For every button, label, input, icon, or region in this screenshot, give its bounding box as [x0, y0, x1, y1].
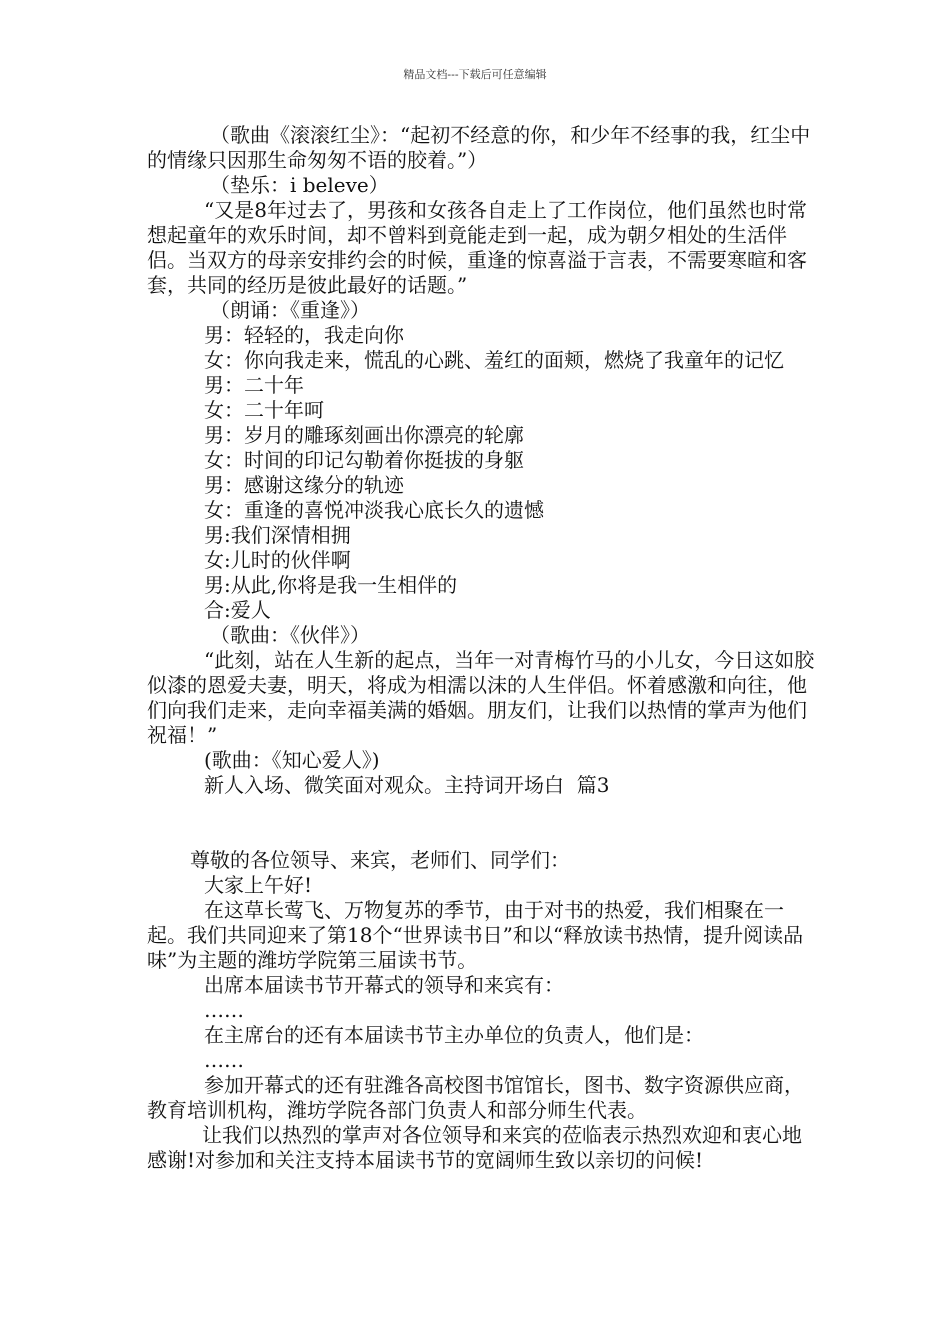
paragraph: 男:从此,你将是我一生相伴的: [204, 573, 458, 597]
paragraph: （朗诵：《重逢》）: [210, 298, 370, 322]
paragraph: 出席本届读书节开幕式的领导和来宾有：: [204, 973, 564, 997]
paragraph: 大家上午好!: [204, 873, 313, 897]
paragraph: 新人入场、微笑面对观众。主持词开场白 篇3: [204, 773, 610, 797]
paragraph: 男：感谢这缘分的轨迹: [204, 473, 404, 497]
paragraph: （歌曲《滚滚红尘》：“起初不经意的你，和少年不经事的我，红尘中的情缘只因那生命匆匆不语的胶着。”）: [147, 123, 811, 172]
document-body: [147, 123, 817, 1173]
paragraph: 女：时间的印记勾勒着你挺拔的身躯: [204, 448, 524, 472]
paragraph: 在主席台的还有本届读书节主办单位的负责人，他们是：: [204, 1023, 704, 1047]
paragraph: ……: [204, 998, 244, 1022]
paragraph: 男：岁月的雕琢刻画出你漂亮的轮廓: [204, 423, 524, 447]
paragraph: （垫乐：i beleve）: [210, 173, 389, 197]
paragraph: 让我们以热烈的掌声对各位领导和来宾的莅临表示热烈欢迎和衷心地感谢!对参加和关注支持本届读书节的宽阔师生致以亲切的问候!: [147, 1123, 802, 1172]
paragraph: 合:爱人: [204, 598, 271, 622]
paragraph: 女：重逢的喜悦冲淡我心底长久的遗憾: [204, 498, 544, 522]
paragraph: 参加开幕式的还有驻潍各高校图书馆馆长，图书、数字资源供应商，教育培训机构，潍坊学院各部门负责人和部分师生代表。: [147, 1073, 804, 1122]
paragraph: 女：二十年呵: [204, 398, 324, 422]
page-header: 精品文档---下载后可任意编辑: [403, 68, 547, 81]
paragraph: 男：二十年: [204, 373, 304, 397]
paragraph: ……: [204, 1048, 244, 1072]
paragraph: 尊敬的各位领导、来宾，老师们、同学们：: [190, 848, 570, 872]
paragraph: （歌曲：《伙伴》）: [210, 623, 370, 647]
paragraph: 女：你向我走来，慌乱的心跳、羞红的面颊，燃烧了我童年的记忆: [204, 348, 784, 372]
paragraph: 男：轻轻的，我走向你: [204, 323, 404, 347]
section-gap: [147, 798, 817, 848]
paragraph: “此刻，站在人生新的起点，当年一对青梅竹马的小儿女，今日这如胶似漆的恩爱夫妻，明天，将成为相濡以沫的人生伴侣。怀着感激和向往，他们向我们走来，走向幸福美满的婚姻。朋友们，让我们以热情的掌声为他们祝福！”: [147, 648, 815, 747]
paragraph: “又是8年过去了，男孩和女孩各自走上了工作岗位，他们虽然也时常想起童年的欢乐时间，却不曾料到竟能走到一起，成为朝夕相处的生活伴侣。当双方的母亲安排约会的时候，重逢的惊喜溢于言表，不需要寒暄和客套，共同的经历是彼此最好的话题。”: [147, 198, 807, 297]
paragraph: 在这草长莺飞、万物复苏的季节，由于对书的热爱，我们相聚在一起。我们共同迎来了第18个“世界读书日”和以“释放读书热情，提升阅读品味”为主题的潍坊学院第三届读书节。: [147, 898, 804, 972]
paragraph: 男:我们深情相拥: [204, 523, 351, 547]
paragraph: (歌曲：《知心爱人》): [204, 748, 380, 772]
paragraph: 女:儿时的伙伴啊: [204, 548, 351, 572]
